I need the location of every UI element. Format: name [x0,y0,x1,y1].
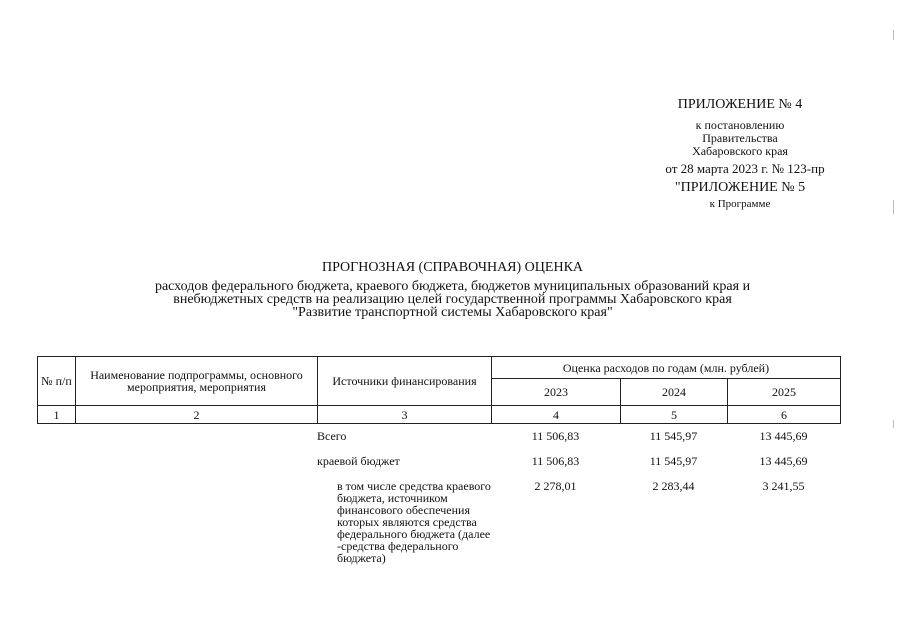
col-header-year: 2024 [621,379,728,406]
subtitle-line3: "Развитие транспортной системы Хабаровского края" [292,305,613,320]
appendix2-title: "ПРИЛОЖЕНИЕ № 5 [674,180,806,195]
header-line3: Хабаровского края [692,144,788,158]
row-value-2023: 11 506,83 [531,454,580,468]
estimate-table-body [37,430,840,564]
col-header-estimate: Оценка расходов по годам (млн. рублей) [492,357,841,379]
row-value-2023: 2 278,01 [534,479,577,493]
to-program: к Программе [709,198,771,210]
table-row [37,455,840,480]
col-header-number: № п/п [38,357,76,406]
col-number: 1 [38,406,76,424]
document-subtitle [0,280,905,319]
row-value-2024: 2 283,44 [652,479,695,493]
row-source: краевой бюджет [317,454,400,468]
row-value-2025: 3 241,55 [762,479,805,493]
col-number: 5 [621,406,728,424]
row-value-2025: 13 445,69 [759,454,808,468]
header-line1: к постановлению [695,118,785,132]
subtitle-line1: расходов федерального бюджета, краевого бюджета, бюджетов муниципальных образований края и [154,279,751,294]
scan-speck [893,200,894,214]
header-date-line: от 28 марта 2023 г. № 123-пр [665,161,825,176]
col-number: 4 [492,406,621,424]
col-header-source: Источники финансирования [318,357,492,406]
col-number: 2 [76,406,318,424]
scan-speck [893,420,894,428]
col-header-name: Наименование подпрограммы, основного мероприятия, мероприятия [76,357,318,406]
row-source: в том числе средства краевого бюджета, источником финансового обеспечения которых являются средства федерального бюджета (далее -средства федерального бюджета) [337,479,491,565]
col-number: 6 [728,406,841,424]
header-line2: Правительства [702,131,778,145]
subtitle-line2: внебюджетных средств на реализацию целей государственной программы Хабаровского края [173,292,732,307]
col-number: 3 [318,406,492,424]
row-value-2024: 11 545,97 [649,454,698,468]
table-row [37,430,840,455]
scan-speck [893,30,894,40]
table-row [37,480,840,564]
row-value-2025: 13 445,69 [759,429,808,443]
appendix-title: ПРИЛОЖЕНИЕ № 4 [677,97,803,112]
document-title: ПРОГНОЗНАЯ (СПРАВОЧНАЯ) ОЦЕНКА [321,260,584,275]
row-value-2023: 11 506,83 [531,429,580,443]
estimate-table-header [37,356,841,424]
row-value-2024: 11 545,97 [649,429,698,443]
col-header-year: 2025 [728,379,841,406]
row-source: Всего [317,429,347,443]
col-header-year: 2023 [492,379,621,406]
